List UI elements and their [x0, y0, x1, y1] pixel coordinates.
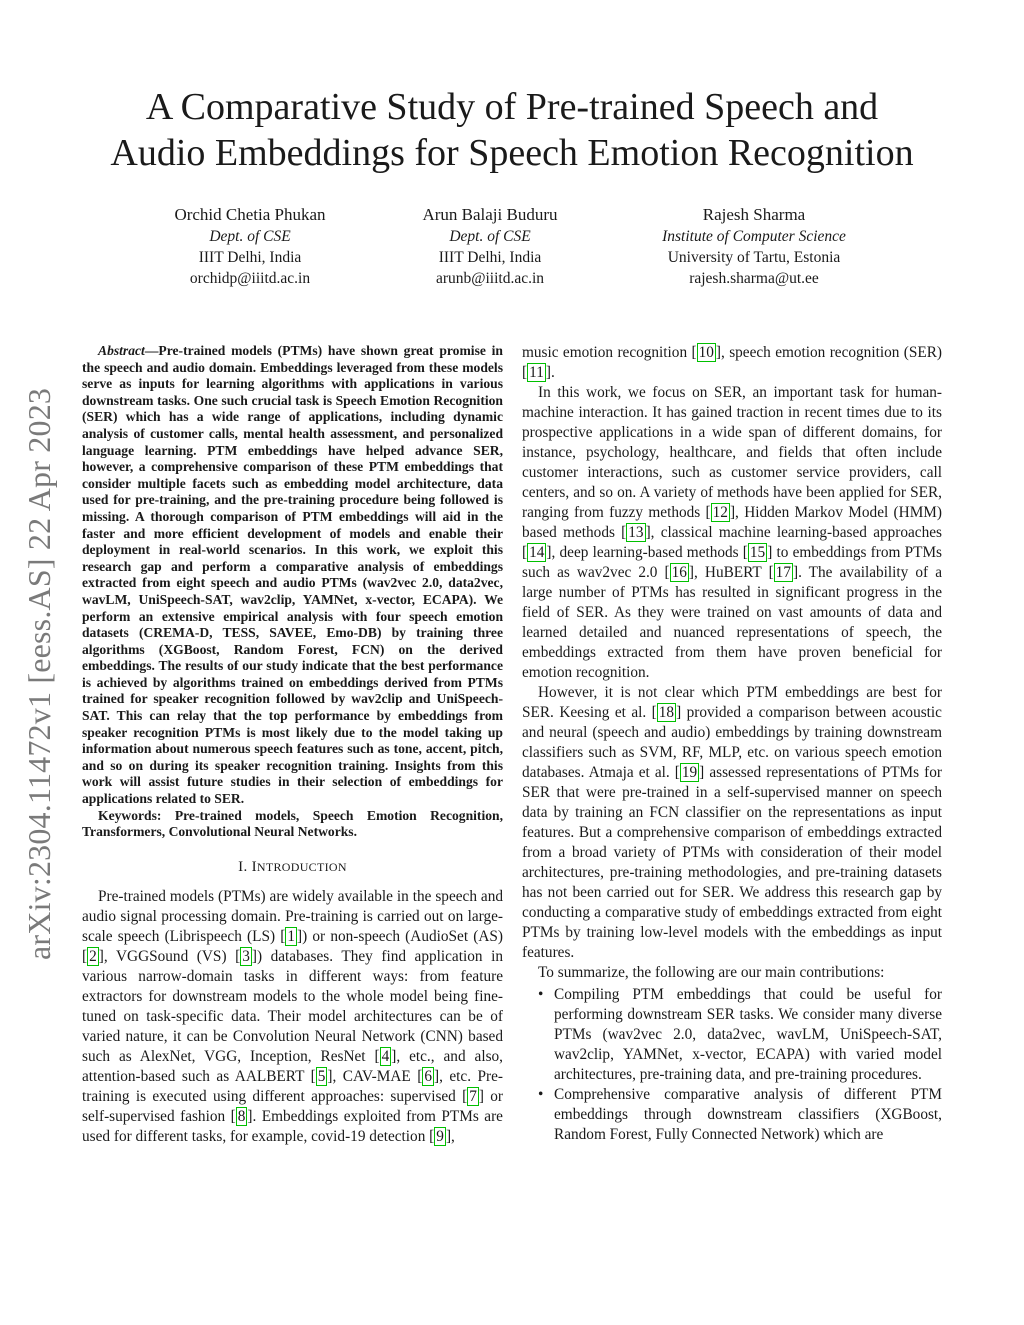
- text-run: ], etc., and also, attention-based such as AALBERT [: [82, 1047, 503, 1085]
- author-dept: Dept. of CSE: [209, 228, 291, 245]
- section-numeral: I.: [238, 858, 252, 875]
- author-affiliation: University of Tartu, Estonia: [667, 249, 841, 266]
- paper-title: [60, 84, 964, 176]
- abstract-label: Abstract: [98, 343, 145, 358]
- citation-link[interactable]: 17: [775, 564, 791, 581]
- text-run: However, it is not clear which PTM embeddings are best for SER. Keesing et al. [: [522, 684, 942, 721]
- keywords-text: Pre-trained models, Speech Emotion Recognition, Transformers, Convolutional Neural Networks.: [82, 807, 503, 840]
- author-3: [604, 203, 904, 289]
- text-run: ], speech emotion recognition (SER) [: [522, 344, 943, 381]
- intro-paragraph-continued: [522, 343, 942, 383]
- citation-link[interactable]: 12: [712, 504, 728, 521]
- citation-link[interactable]: 7: [469, 1087, 477, 1105]
- right-column: [522, 343, 942, 1145]
- citation-link[interactable]: 14: [529, 544, 545, 561]
- list-item: • Comprehensive comparative analysis of different PTM embeddings through downstream classifiers (XGBoost, Random Forest, Fully Connected Network) which are: [522, 1085, 942, 1145]
- author-email[interactable]: arunb@iiitd.ac.in: [435, 270, 545, 287]
- intro-paragraph-2: [522, 383, 942, 683]
- author-name: Rajesh Sharma: [702, 205, 806, 224]
- section-first-letter: I: [251, 858, 257, 875]
- citation-link[interactable]: 18: [658, 704, 675, 721]
- abstract: [82, 343, 503, 808]
- text-run: ], etc. Pre-training is executed using different approaches: supervised [: [82, 1067, 503, 1105]
- text-run: ] or self-supervised fashion [: [82, 1087, 503, 1125]
- section-heading-introduction: [82, 857, 503, 877]
- left-column: [82, 343, 503, 1147]
- abstract-text: —Pre-trained models (PTMs) have shown great promise in the speech and audio domain. Embeddings leveraged from these models serve as inputs for learning algorithms with applications in various downstream tasks. One such crucial task is Speech Emotion Recognition (SER) which has a wide range of applications, including dynamic analysis of customer calls, mental health assessment, and personalized language learning. PTM embeddings have helped advance SER, however, a comprehensive comparison of these PTM embeddings that consider multiple facets such as embedding model architecture, data used for pre-training, and the pre-training procedure being followed is missing. A thorough comparison of PTM embeddings will aid in the faster and more efficient development of models and enable their deployment in real-world scenarios. In this work, we exploit this research gap and perform a comparative analysis of embeddings extracted from eight speech and audio PTMs (wav2vec 2.0, data2vec, wavLM, UniSpeech-SAT, wav2clip, YAMNet, x-vector, ECAPA). We perform an extensive empirical analysis with four speech emotion datasets (CREMA-D, TESS, SAVEE, Emo-DB) by training three algorithms (XGBoost, Random Forest, FCN) on the derived embeddings. The results of our study indicate that the best performance is achieved by algorithms trained on embeddings derived from PTMs trained for speaker recognition followed by wav2clip and UniSpeech-SAT. This can relay that the top performance by embeddings from speaker recognition PTMs is most likely due to the model taking up information about numerous speech features such as tone, accent, pitch, and so on during its speaker recognition training. Insights from this work will assist future studies in their selection of embeddings for applications related to SER.: [82, 343, 503, 807]
- list-item: • Compiling PTM embeddings that could be useful for performing downstream SER tasks. We consider many diverse PTMs (wav2vec 2.0, data2vec, wavLM, UniSpeech-SAT, wav2clip, YAMNet, x-vector, ECAPA) with varied model architectures, pre-training data, and pre-training procedures.: [522, 985, 942, 1085]
- citation-link[interactable]: 10: [698, 344, 714, 361]
- citation-link[interactable]: 9: [436, 1127, 444, 1145]
- intro-paragraph-3: [522, 683, 942, 963]
- citation-link[interactable]: 2: [89, 947, 97, 965]
- text-run: ], classical machine learning-based approaches [: [522, 524, 942, 561]
- citation-link[interactable]: 16: [671, 564, 687, 581]
- citation-link[interactable]: 13: [628, 524, 644, 541]
- text-run: Pre-trained models (PTMs) are widely available in the speech and audio signal processing domain. Pre-training is carried out on large-scale speech (Librispeech (LS) [: [82, 887, 503, 945]
- arxiv-stamp[interactable]: arXiv:2304.11472v1 [eess.AS] 22 Apr 2023: [21, 387, 57, 960]
- text-run: ].: [545, 364, 555, 381]
- citation-link[interactable]: 5: [317, 1067, 326, 1085]
- author-2: [340, 203, 640, 289]
- text-run: ], deep learning-based methods [: [546, 544, 748, 561]
- citation-link[interactable]: 11: [529, 364, 544, 381]
- text-run: ]) or non-speech (AudioSet (AS) [: [82, 927, 503, 965]
- author-dept: Dept. of CSE: [449, 228, 531, 245]
- title-line-2: Audio Embeddings for Speech Emotion Recognition: [110, 132, 914, 174]
- text-run: ], Hidden Markov Model (HMM) based methods [: [522, 504, 942, 541]
- text-run: ]. The availability of a large number of PTMs has resulted in significant progress in the field of SER. As they were trained on vast amounts of data and learned detailed and nuanced representations of speech, the embeddings extracted from them have proven beneficial for emotion recognition.: [522, 564, 942, 681]
- intro-paragraph-4: To summarize, the following are our main contributions:: [538, 964, 885, 981]
- citation-link[interactable]: 4: [381, 1047, 390, 1065]
- citation-link[interactable]: 1: [287, 927, 296, 945]
- keywords-label: Keywords:: [98, 807, 162, 823]
- text-run: ], HuBERT [: [688, 564, 774, 581]
- text-run: ]. Embeddings exploited from PTMs are used for different tasks, for example, covid-19 detection [: [82, 1107, 503, 1145]
- text-run: music emotion recognition [: [522, 344, 697, 361]
- author-name: Arun Balaji Buduru: [422, 205, 558, 224]
- text-run: ] assessed representations of PTMs for SER that were pre-trained in a self-supervised manner on speech data by training an FCN classifier on the representations as input features. But a comprehensive comparison of embeddings extracted from a broad variety of PTMs with consideration of their model architectures, pre-training methodologies, and pre-training datasets has not been carried out for SER. We address this research gap by conducting a comparative study of embeddings extracted from eight PTMs by training low-level models with the embeddings as input features.: [522, 764, 942, 961]
- citation-link[interactable]: 15: [749, 544, 766, 561]
- citation-link[interactable]: 6: [424, 1067, 432, 1085]
- author-affiliation: IIIT Delhi, India: [198, 249, 302, 266]
- text-run: ], CAV-MAE [: [327, 1067, 423, 1085]
- citation-link[interactable]: 3: [242, 947, 250, 965]
- text-run: In this work, we focus on SER, an important task for human-machine interaction. It has gained traction in recent times due to its prospective applications in a wide span of different domains, for instance, psychology, healthcare, and fields that often include customer interactions, such as customer service providers, call centers, and so on. A variety of methods have been applied for SER, ranging from fuzzy methods [: [522, 384, 942, 521]
- title-line-1: A Comparative Study of Pre-trained Speech and: [145, 86, 879, 128]
- contributions-list: [522, 985, 942, 1145]
- citation-link[interactable]: 8: [237, 1107, 246, 1125]
- keywords: [82, 808, 503, 841]
- intro-paragraph-1: [82, 887, 503, 1147]
- author-email[interactable]: rajesh.sharma@ut.ee: [689, 270, 819, 287]
- text-run: ]) databases. They find application in various narrow-domain tasks in different ways: from feature extractors for downstream models to the whole model being fine-tuned on task-specific data. Their model architectures can be of varied nature, it can be Convolution Neural Network (CNN) based such as AlexNet, VGG, Inception, ResNet [: [82, 947, 503, 1065]
- text-run: ] provided a comparison between acoustic and neural (speech and audio) embeddings by training downstream classifiers such as SVM, RF, MLP, etc. on various speech emotion databases. Atmaja et al. [: [522, 704, 942, 781]
- author-affiliation: IIIT Delhi, India: [438, 249, 542, 266]
- citation-link[interactable]: 19: [681, 764, 698, 781]
- author-email[interactable]: orchidp@iiitd.ac.in: [189, 270, 311, 287]
- section-rest: NTRODUCTION: [256, 859, 347, 874]
- text-run: ],: [445, 1127, 455, 1145]
- author-dept: Institute of Computer Science: [662, 228, 846, 245]
- author-name: Orchid Chetia Phukan: [174, 205, 326, 224]
- text-run: ] to embeddings from PTMs such as wav2vec 2.0 [: [522, 544, 942, 581]
- text-run: ], VGGSound (VS) [: [98, 947, 241, 965]
